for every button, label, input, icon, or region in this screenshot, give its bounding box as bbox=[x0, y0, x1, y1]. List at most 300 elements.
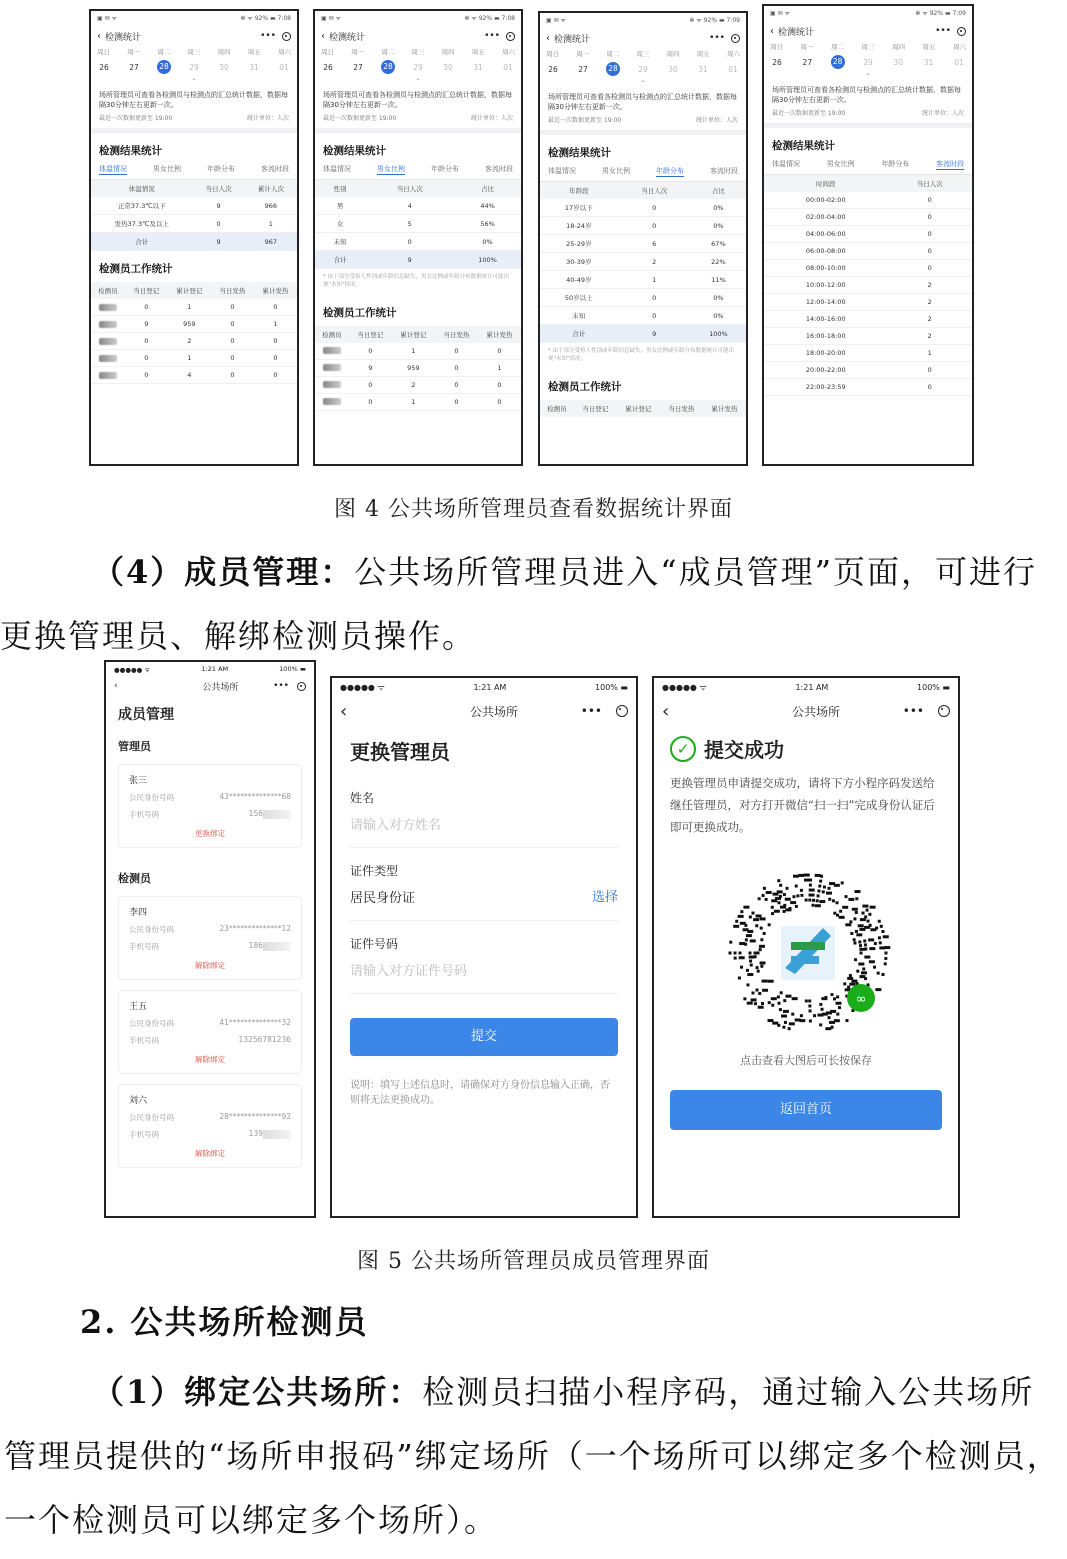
close-capsule-icon[interactable] bbox=[616, 705, 628, 717]
date-item[interactable]: 28 bbox=[606, 62, 620, 76]
table-cell: 0 bbox=[254, 350, 297, 367]
tab-2[interactable]: 年龄分布 bbox=[431, 165, 459, 174]
qr-dot bbox=[864, 977, 867, 980]
result-section-title: 检测结果统计 bbox=[99, 145, 162, 158]
back-icon[interactable]: ‹ bbox=[662, 700, 670, 722]
qr-dot bbox=[809, 1019, 812, 1022]
nav-title: 公共场所 bbox=[469, 704, 518, 719]
chevron-down-icon[interactable]: ⌄ bbox=[191, 74, 197, 82]
table-cell: 4 bbox=[365, 197, 454, 215]
qr-dot bbox=[795, 905, 798, 908]
update-meta bbox=[764, 105, 972, 128]
table-cell: 0 bbox=[887, 243, 972, 260]
column-header: 累计发热 bbox=[478, 326, 521, 343]
tab-1[interactable]: 男女比例 bbox=[602, 167, 630, 176]
close-capsule-icon[interactable] bbox=[282, 32, 291, 41]
weekday-row bbox=[764, 42, 972, 51]
table-row bbox=[315, 343, 521, 360]
success-screen bbox=[652, 676, 960, 1218]
tab-3[interactable]: 客流时段 bbox=[935, 160, 964, 169]
submit-button[interactable]: 提交 bbox=[350, 1018, 618, 1056]
worker-section-title: 检测员工作统计 bbox=[99, 263, 173, 276]
tab-1[interactable]: 男女比例 bbox=[377, 165, 405, 174]
phone-label: 手机号码 bbox=[129, 942, 159, 951]
qr-dot bbox=[749, 956, 755, 959]
date-item[interactable]: 31 bbox=[473, 62, 483, 72]
qr-dot bbox=[756, 914, 762, 917]
qr-dot bbox=[789, 907, 792, 910]
tab-2[interactable]: 年龄分布 bbox=[656, 167, 684, 176]
name-field[interactable]: 姓名 请输入对方姓名 bbox=[350, 775, 618, 848]
signal-icon: ●●●●● ᯤ bbox=[114, 665, 151, 674]
weekday-label: 周日 bbox=[321, 48, 334, 56]
table-cell: 1 bbox=[478, 359, 521, 376]
table-cell: 9 bbox=[193, 233, 245, 251]
more-icon[interactable]: ••• bbox=[273, 681, 289, 691]
qr-dot bbox=[749, 915, 752, 918]
table-cell: 0 bbox=[478, 393, 521, 410]
qr-dot bbox=[792, 997, 798, 1000]
qr-dot bbox=[816, 899, 819, 902]
qr-dot bbox=[754, 952, 760, 955]
stats-description: 场所管理员可查看各检测员与检测点的汇总统计数据，数据每隔30分钟左右更新一次。 bbox=[548, 93, 737, 112]
battery-icon: 100% ▬ bbox=[279, 665, 306, 673]
table-cell: 0 bbox=[193, 215, 245, 233]
tab-2[interactable]: 年龄分布 bbox=[881, 160, 910, 169]
close-capsule-icon[interactable] bbox=[297, 682, 306, 691]
qr-dot bbox=[817, 894, 820, 897]
table-cell: 0 bbox=[435, 343, 478, 360]
app-icons: ▣ ✉ ᯤ bbox=[546, 17, 566, 24]
back-icon[interactable]: ‹ bbox=[770, 25, 774, 37]
qr-hint: 点击查看大图后可长按保存 bbox=[740, 1054, 872, 1067]
table-cell: 0 bbox=[618, 199, 691, 217]
date-item[interactable]: 30 bbox=[893, 57, 904, 67]
back-icon[interactable]: ‹ bbox=[97, 30, 101, 42]
date-item[interactable]: 29 bbox=[189, 62, 199, 72]
table-cell: 22:00-23:59 bbox=[764, 379, 887, 396]
date-item[interactable]: 28 bbox=[381, 60, 395, 74]
back-icon[interactable]: ‹ bbox=[114, 681, 118, 691]
close-capsule-icon[interactable] bbox=[506, 32, 515, 41]
paragraph-heading: （1）绑定公共场所： bbox=[92, 1373, 423, 1411]
id-type-field[interactable]: 证件类型 居民身份证 选择 bbox=[350, 848, 618, 921]
table-cell: 02:00-04:00 bbox=[764, 209, 887, 226]
result-section-title: 检测结果统计 bbox=[772, 140, 835, 153]
qr-dot bbox=[804, 874, 810, 877]
qr-dot bbox=[760, 927, 763, 930]
tab-3[interactable]: 客流时段 bbox=[261, 165, 289, 174]
table-cell: 0% bbox=[691, 199, 746, 217]
qr-dot bbox=[855, 890, 861, 893]
phone-label: 手机号码 bbox=[129, 1130, 159, 1139]
column-header: 累计发热 bbox=[703, 400, 746, 417]
nav-bar bbox=[91, 25, 297, 47]
tab-0[interactable]: 体温情况 bbox=[99, 165, 127, 174]
column-header: 当日发热 bbox=[211, 282, 254, 299]
stat-unit: 统计单位：人次 bbox=[695, 117, 738, 125]
column-header: 当日登记 bbox=[125, 282, 168, 299]
tab-1[interactable]: 男女比例 bbox=[153, 165, 181, 174]
paragraph-bind-venue bbox=[4, 1360, 1064, 1552]
qr-dot bbox=[762, 989, 768, 992]
success-text: 更换管理员申请提交成功，请将下方小程序码发送给继任管理员，对方打开微信“扫一扫”完成身份认证后即可更换成功。 bbox=[670, 776, 935, 834]
redacted-phone bbox=[263, 942, 291, 951]
table-cell: 0 bbox=[349, 393, 392, 410]
back-home-button[interactable]: 返回首页 bbox=[670, 1090, 942, 1130]
column-header: 累计登记 bbox=[168, 282, 211, 299]
qr-dot bbox=[864, 915, 867, 918]
paragraph-member-management bbox=[0, 540, 1067, 668]
table-row bbox=[91, 316, 297, 333]
qr-dot bbox=[782, 1026, 785, 1029]
id-label: 公民身份号码 bbox=[129, 1113, 174, 1122]
qr-dot bbox=[863, 939, 866, 942]
qr-dot bbox=[815, 904, 821, 907]
table-cell: 女 bbox=[315, 215, 365, 233]
qr-dot bbox=[845, 895, 848, 898]
table-cell: 100% bbox=[454, 251, 521, 269]
qr-dot bbox=[793, 875, 799, 878]
table-cell: 0 bbox=[125, 333, 168, 350]
signal-icon: ●●●●● ᯤ bbox=[340, 682, 385, 692]
date-item[interactable]: 28 bbox=[157, 60, 171, 74]
member-name: 王五 bbox=[129, 1002, 148, 1012]
table-row bbox=[91, 299, 297, 316]
qr-dot bbox=[808, 999, 811, 1002]
date-item[interactable]: 31 bbox=[249, 62, 259, 72]
date-item[interactable]: 29 bbox=[863, 57, 873, 67]
weekday-label: 周二 bbox=[381, 48, 395, 56]
qr-dot bbox=[864, 956, 870, 959]
table-cell: 9 bbox=[365, 251, 454, 269]
date-item[interactable]: 28 bbox=[831, 55, 845, 69]
date-item[interactable]: 31 bbox=[698, 64, 708, 74]
table-cell: 0 bbox=[211, 367, 254, 384]
tab-0[interactable]: 体温情况 bbox=[772, 160, 800, 169]
paragraph-heading: （4）成员管理： bbox=[92, 553, 355, 591]
qr-dot bbox=[819, 1003, 822, 1006]
clock: ✻ ᯤ 92% ▬ 7:08 bbox=[240, 15, 291, 22]
table-row bbox=[764, 209, 972, 226]
chevron-down-icon[interactable]: ⌄ bbox=[415, 74, 421, 82]
qr-dot bbox=[779, 884, 782, 887]
qr-dot bbox=[747, 1002, 753, 1005]
date-item[interactable]: 27 bbox=[353, 62, 363, 72]
qr-dot bbox=[820, 875, 823, 878]
table-cell: 67% bbox=[691, 235, 746, 253]
qr-dot bbox=[743, 906, 749, 909]
qr-dot bbox=[809, 884, 812, 887]
date-item[interactable]: 26 bbox=[772, 57, 782, 67]
table-cell: 发热37.3℃及以上 bbox=[91, 215, 193, 233]
table-cell: 0 bbox=[887, 209, 972, 226]
app-icons: ▣ ✉ ᯤ bbox=[770, 10, 790, 17]
redacted-name bbox=[323, 381, 341, 388]
qr-dot bbox=[853, 942, 856, 945]
qr-dot bbox=[792, 895, 795, 898]
qr-dot bbox=[783, 904, 786, 907]
success-title: 提交成功 bbox=[704, 738, 784, 762]
inspector-card bbox=[118, 896, 302, 980]
more-icon[interactable]: ••• bbox=[260, 31, 276, 41]
column-header: 当日登记 bbox=[574, 400, 617, 417]
unbind-button[interactable]: 解除绑定 bbox=[195, 1149, 225, 1158]
more-icon[interactable]: ••• bbox=[902, 704, 924, 718]
qr-dot bbox=[836, 1002, 842, 1005]
qr-dot bbox=[745, 938, 748, 941]
battery-icon: 100% ▬ bbox=[917, 682, 950, 692]
date-item[interactable]: 27 bbox=[129, 62, 139, 72]
id-value: 28**************92 bbox=[219, 1112, 291, 1121]
close-capsule-icon[interactable] bbox=[731, 34, 740, 43]
qr-dot bbox=[749, 952, 752, 955]
mini-program-qr-code[interactable] bbox=[723, 868, 893, 1038]
date-item[interactable]: 26 bbox=[99, 62, 109, 72]
weekday-label: 周六 bbox=[501, 48, 515, 56]
qr-dot bbox=[874, 942, 877, 945]
weekday-label: 周一 bbox=[800, 43, 814, 51]
qr-dot bbox=[757, 970, 760, 973]
unbind-button[interactable]: 解除绑定 bbox=[195, 1055, 225, 1064]
member-name: 李四 bbox=[129, 908, 148, 918]
weekday-label: 周四 bbox=[217, 48, 231, 56]
qr-dot bbox=[739, 942, 745, 945]
tab-3[interactable]: 客流时段 bbox=[485, 165, 513, 174]
date-item[interactable]: 27 bbox=[802, 57, 813, 67]
nav-title: 检测统计 bbox=[105, 32, 142, 43]
qr-dot bbox=[870, 906, 876, 909]
qr-dot bbox=[746, 983, 749, 986]
qr-dot bbox=[791, 1013, 794, 1016]
table-cell: 0 bbox=[349, 376, 392, 393]
table-cell bbox=[315, 393, 349, 410]
date-item[interactable]: 31 bbox=[923, 57, 934, 67]
nav-bar bbox=[764, 20, 972, 42]
table-row bbox=[764, 260, 972, 277]
qr-dot bbox=[885, 952, 888, 955]
table-cell: 0 bbox=[211, 299, 254, 316]
table-cell: 0% bbox=[691, 217, 746, 235]
date-row bbox=[91, 56, 297, 74]
back-icon[interactable]: ‹ bbox=[321, 30, 325, 42]
more-icon[interactable]: ••• bbox=[580, 704, 602, 718]
qr-dot bbox=[881, 973, 884, 976]
qr-dot bbox=[733, 925, 739, 928]
weekday-label: 周五 bbox=[247, 48, 261, 56]
weekday-label: 周日 bbox=[546, 50, 559, 58]
qr-dot bbox=[740, 910, 743, 913]
qr-dot bbox=[855, 930, 858, 933]
clock: ✻ ᯤ 92% ▬ 7:09 bbox=[689, 17, 740, 24]
close-capsule-icon[interactable] bbox=[938, 705, 950, 717]
table-row bbox=[315, 215, 521, 233]
table-row bbox=[91, 350, 297, 367]
table-cell: 9 bbox=[125, 316, 168, 333]
qr-dot bbox=[762, 980, 768, 983]
qr-dot bbox=[771, 906, 774, 909]
table-cell bbox=[91, 333, 125, 350]
table-cell: 0 bbox=[125, 367, 168, 384]
redacted-name bbox=[99, 321, 117, 328]
weekday-label: 周日 bbox=[770, 43, 783, 51]
chevron-down-icon[interactable]: ⌄ bbox=[865, 69, 871, 77]
weekday-row bbox=[315, 47, 521, 56]
date-item[interactable]: 26 bbox=[323, 62, 333, 72]
weekday-label: 周一 bbox=[351, 48, 365, 56]
weekday-label: 周五 bbox=[471, 48, 485, 56]
qr-dot bbox=[746, 934, 752, 937]
id-label: 公民身份号码 bbox=[129, 925, 174, 934]
date-item[interactable]: 30 bbox=[219, 62, 229, 72]
date-item[interactable]: 01 bbox=[954, 57, 964, 67]
id-number-field[interactable]: 证件号码 请输入对方证件号码 bbox=[350, 921, 618, 994]
table-cell: 0 bbox=[435, 359, 478, 376]
qr-dot bbox=[738, 915, 744, 918]
qr-dot bbox=[809, 879, 812, 882]
back-icon[interactable]: ‹ bbox=[546, 32, 550, 44]
weekday-label: 周四 bbox=[892, 43, 905, 51]
date-item[interactable]: 29 bbox=[413, 62, 423, 72]
select-button[interactable]: 选择 bbox=[591, 890, 618, 905]
qr-dot bbox=[853, 938, 856, 941]
column-header: 年龄段 bbox=[540, 182, 618, 199]
qr-dot bbox=[739, 952, 742, 955]
qr-dot bbox=[839, 910, 842, 913]
qr-dot bbox=[780, 991, 783, 994]
qr-dot bbox=[743, 997, 746, 1000]
qr-dot bbox=[756, 966, 759, 969]
qr-dot bbox=[880, 925, 883, 928]
table-cell bbox=[91, 299, 125, 316]
weekday-row bbox=[91, 47, 297, 56]
qr-dot bbox=[759, 945, 765, 948]
table-cell: 0 bbox=[125, 299, 168, 316]
table-cell: 17岁以下 bbox=[540, 199, 618, 217]
qr-dot bbox=[869, 947, 875, 950]
qr-dot bbox=[847, 977, 853, 980]
qr-dot bbox=[826, 892, 832, 895]
more-icon[interactable]: ••• bbox=[709, 33, 725, 43]
data-note: * 由于部分受检人性别或年龄信息缺失，男女比例或年龄分布数据统计可能出现"未知"情况。 bbox=[548, 348, 735, 362]
date-item[interactable]: 30 bbox=[443, 62, 453, 72]
close-capsule-icon[interactable] bbox=[957, 27, 966, 36]
qr-dot bbox=[858, 924, 864, 927]
date-item[interactable]: 30 bbox=[668, 64, 678, 74]
chevron-down-icon[interactable]: ⌄ bbox=[640, 76, 646, 84]
tab-2[interactable]: 年龄分布 bbox=[207, 165, 235, 174]
qr-dot bbox=[849, 920, 852, 923]
date-item[interactable]: 01 bbox=[279, 62, 289, 72]
stat-unit: 统计单位：人次 bbox=[921, 110, 964, 118]
qr-dot bbox=[818, 885, 821, 888]
paragraph-body: 检测员扫描小程序码，通过输入公共场所管理员提供的“场所申报码”绑定场所（一个场所可以绑定多个检测员，一个检测员可以绑定多个场所）。 bbox=[4, 1373, 1061, 1539]
qr-dot bbox=[836, 901, 839, 904]
update-meta bbox=[91, 110, 297, 133]
qr-dot bbox=[779, 1008, 782, 1011]
column-header: 时间段 bbox=[764, 175, 887, 192]
tab-1[interactable]: 男女比例 bbox=[826, 160, 855, 169]
qr-dot bbox=[836, 995, 839, 998]
date-item[interactable]: 26 bbox=[548, 64, 558, 74]
tab-0[interactable]: 体温情况 bbox=[323, 165, 351, 174]
table-cell: 06:00-08:00 bbox=[764, 243, 887, 260]
result-tabs bbox=[764, 159, 972, 175]
column-header: 累计人次 bbox=[245, 180, 297, 197]
weekday-label: 周四 bbox=[666, 50, 680, 58]
redacted-phone bbox=[263, 1130, 291, 1139]
qr-dot bbox=[869, 960, 875, 963]
worker-table bbox=[315, 326, 521, 411]
date-item[interactable]: 29 bbox=[638, 64, 648, 74]
more-icon[interactable]: ••• bbox=[484, 31, 500, 41]
table-cell bbox=[315, 359, 349, 376]
name-input[interactable]: 请输入对方姓名 bbox=[350, 818, 442, 833]
table-cell: 1 bbox=[887, 345, 972, 362]
redacted-name bbox=[323, 364, 341, 371]
table-cell: 966 bbox=[245, 197, 297, 215]
table-row bbox=[315, 233, 521, 251]
table-cell: 12:00-14:00 bbox=[764, 294, 887, 311]
qr-dot bbox=[771, 912, 774, 915]
table-cell: 0 bbox=[887, 226, 972, 243]
qr-dot bbox=[756, 989, 759, 992]
table-cell: 967 bbox=[245, 233, 297, 251]
table-row bbox=[91, 233, 297, 251]
table-cell bbox=[315, 376, 349, 393]
table-cell: 50岁以上 bbox=[540, 289, 618, 307]
table-cell: 1 bbox=[618, 271, 691, 289]
weekday-label: 周二 bbox=[157, 48, 171, 56]
qr-dot bbox=[836, 914, 839, 917]
qr-dot bbox=[856, 933, 862, 936]
table-cell bbox=[91, 367, 125, 384]
back-icon[interactable]: ‹ bbox=[340, 700, 348, 722]
table-cell: 44% bbox=[454, 197, 521, 215]
qr-dot bbox=[784, 1021, 787, 1024]
tab-0[interactable]: 体温情况 bbox=[548, 167, 576, 176]
table-cell bbox=[315, 343, 349, 360]
date-item[interactable]: 27 bbox=[578, 64, 588, 74]
phone-value: 13256781236 bbox=[238, 1035, 291, 1044]
table-row bbox=[540, 235, 746, 253]
qr-dot bbox=[858, 963, 864, 966]
weekday-label: 周六 bbox=[953, 43, 966, 51]
more-icon[interactable]: ••• bbox=[935, 26, 951, 36]
date-row bbox=[315, 56, 521, 74]
qr-dot bbox=[829, 1021, 835, 1024]
capsule bbox=[484, 31, 515, 41]
qr-dot bbox=[798, 874, 804, 877]
change-binding-button[interactable]: 更换绑定 bbox=[195, 829, 225, 838]
table-cell: 2 bbox=[887, 294, 972, 311]
id-number-input[interactable]: 请输入对方证件号码 bbox=[350, 964, 468, 979]
unbind-button[interactable]: 解除绑定 bbox=[195, 961, 225, 970]
qr-dot bbox=[783, 910, 786, 913]
qr-dot bbox=[866, 909, 869, 912]
qr-dot bbox=[758, 992, 761, 995]
weekday-label: 周一 bbox=[127, 48, 141, 56]
date-item[interactable]: 01 bbox=[503, 62, 513, 72]
nav-title: 检测统计 bbox=[554, 34, 591, 45]
date-item[interactable]: 01 bbox=[728, 64, 738, 74]
qr-dot bbox=[877, 972, 880, 975]
qr-dot bbox=[847, 986, 850, 989]
tab-3[interactable]: 客流时段 bbox=[710, 167, 738, 176]
table-cell: 合计 bbox=[91, 233, 193, 251]
qr-dot bbox=[774, 910, 780, 913]
qr-dot bbox=[860, 918, 866, 921]
